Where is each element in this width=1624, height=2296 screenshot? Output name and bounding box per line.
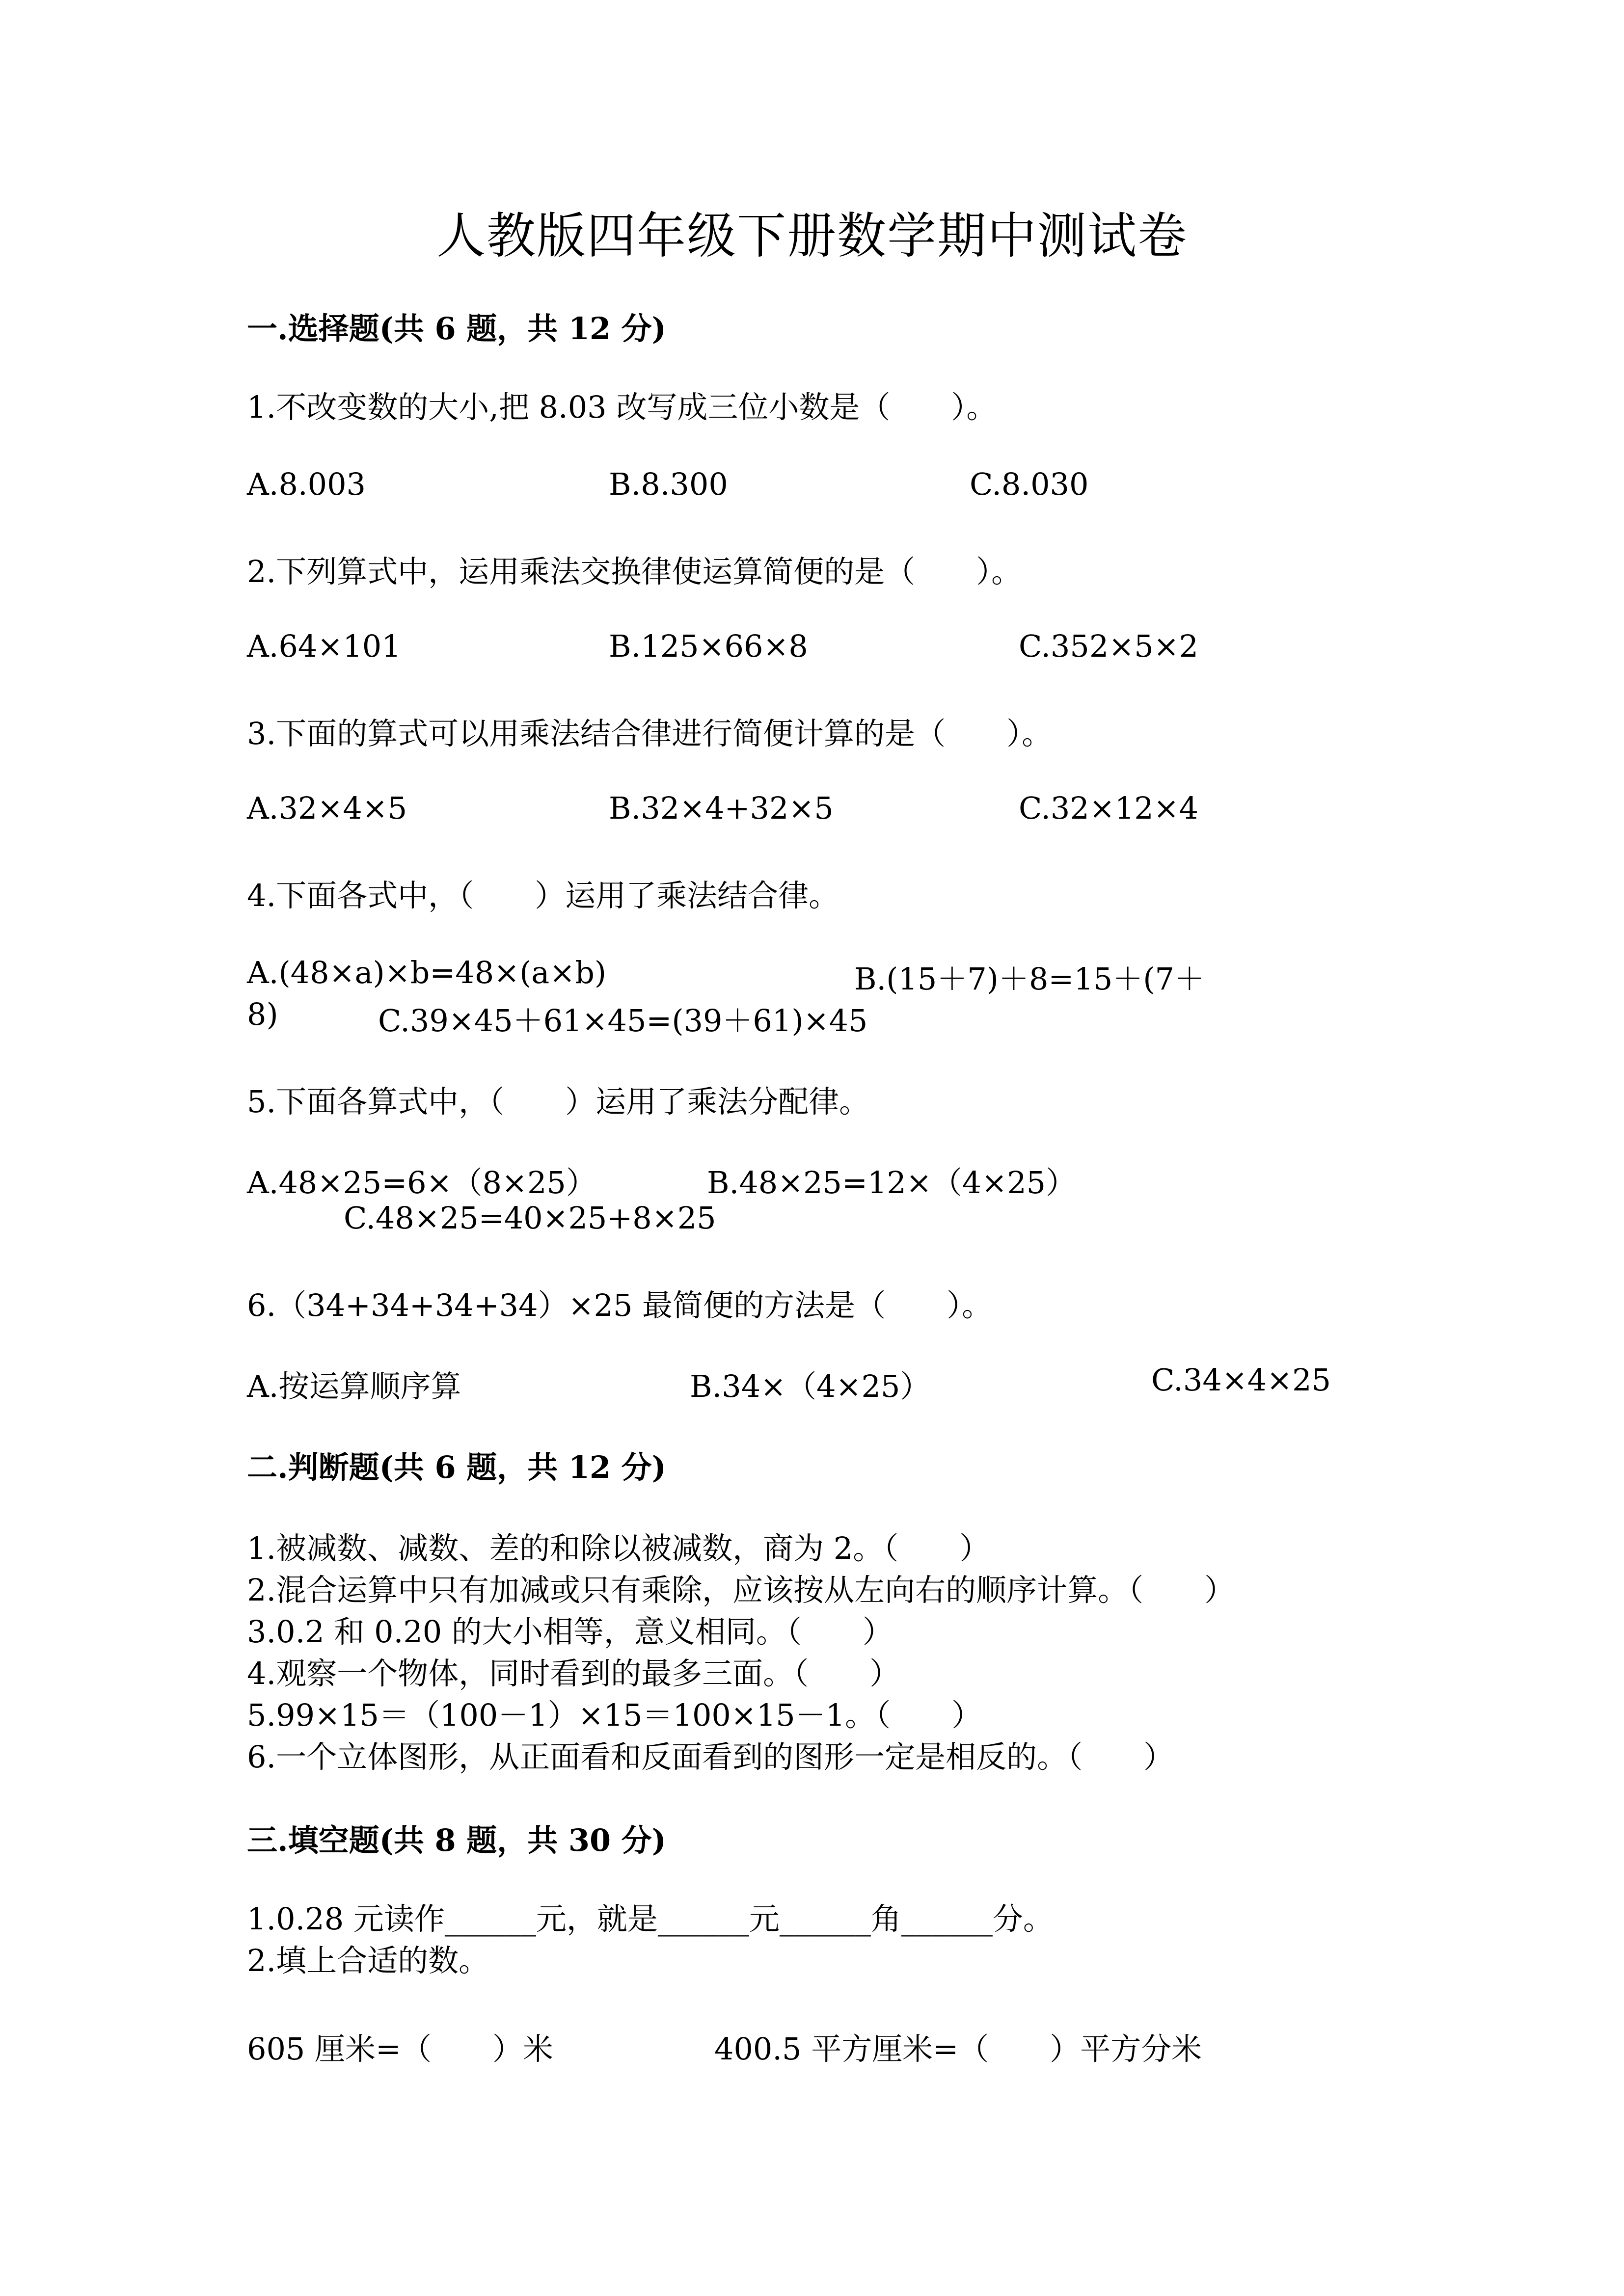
choice-q4-option-b-continued: 8) bbox=[247, 996, 278, 1032]
section-heading-fill-blank: 三.填空题(共 8 题，共 30 分) bbox=[247, 1822, 667, 1858]
choice-q2-option-a: A.64×101 bbox=[247, 628, 401, 664]
choice-q1-option-c: C.8.030 bbox=[970, 466, 1089, 502]
judgement-item-6: 6.一个立体图形，从正面看和反面看到的图形一定是相反的。（ ） bbox=[247, 1739, 1174, 1775]
choice-question-4: 4.下面各式中，（ ）运用了乘法结合律。 bbox=[247, 878, 839, 913]
choice-question-3: 3.下面的算式可以用乘法结合律进行简便计算的是（ ）。 bbox=[247, 716, 1053, 751]
choice-q1-option-a: A.8.003 bbox=[247, 466, 366, 502]
judgement-item-2: 2.混合运算中只有加减或只有乘除，应该按从左向右的顺序计算。（ ） bbox=[247, 1572, 1235, 1608]
choice-q5-option-b: B.48×25=12×（4×25） bbox=[707, 1165, 1077, 1201]
choice-q6-option-c: C.34×4×25 bbox=[1151, 1362, 1331, 1398]
choice-q3-option-b: B.32×4+32×5 bbox=[609, 790, 834, 826]
choice-question-5: 5.下面各算式中，（ ）运用了乘法分配律。 bbox=[247, 1084, 870, 1120]
section-heading-judgement: 二.判断题(共 6 题，共 12 分) bbox=[247, 1449, 667, 1485]
choice-q6-option-b: B.34×（4×25） bbox=[690, 1368, 931, 1404]
choice-q2-option-c: C.352×5×2 bbox=[1019, 628, 1199, 664]
choice-q4-option-b: B.(15＋7)＋8=15＋(7＋ bbox=[854, 961, 1205, 997]
choice-q4-option-a: A.(48×a)×b=48×(a×b) bbox=[247, 955, 607, 990]
choice-q3-option-a: A.32×4×5 bbox=[247, 790, 407, 826]
choice-q4-option-c: C.39×45＋61×45=(39＋61)×45 bbox=[378, 1003, 868, 1039]
choice-question-6: 6.（34+34+34+34）×25 最简便的方法是（ ）。 bbox=[247, 1287, 993, 1323]
judgement-item-1: 1.被减数、减数、差的和除以被减数，商为 2。（ ） bbox=[247, 1530, 990, 1566]
choice-q5-option-a: A.48×25=6×（8×25） bbox=[247, 1165, 596, 1201]
fill-item-2: 2.填上合适的数。 bbox=[247, 1943, 489, 1978]
fill-row-item-2: 400.5 平方厘米=（ ）平方分米 bbox=[714, 2031, 1202, 2067]
section-heading-choice: 一.选择题(共 6 题，共 12 分) bbox=[247, 311, 667, 347]
fill-row-item-1: 605 厘米=（ ）米 bbox=[247, 2031, 553, 2067]
choice-q6-option-a: A.按运算顺序算 bbox=[247, 1368, 461, 1404]
judgement-item-5: 5.99×15＝（100－1）×15＝100×15－1。（ ） bbox=[247, 1697, 982, 1733]
fill-item-1: 1.0.28 元读作______元，就是______元______角______分。 bbox=[247, 1901, 1054, 1937]
choice-q2-option-b: B.125×66×8 bbox=[609, 628, 808, 664]
choice-q3-option-c: C.32×12×4 bbox=[1019, 790, 1199, 826]
choice-q1-option-b: B.8.300 bbox=[609, 466, 728, 502]
choice-question-2: 2.下列算式中，运用乘法交换律使运算简便的是（ ）。 bbox=[247, 554, 1022, 589]
judgement-item-4: 4.观察一个物体，同时看到的最多三面。（ ） bbox=[247, 1655, 900, 1691]
choice-question-1: 1.不改变数的大小,把 8.03 改写成三位小数是（ ）。 bbox=[247, 389, 997, 425]
judgement-item-3: 3.0.2 和 0.20 的大小相等，意义相同。（ ） bbox=[247, 1614, 893, 1650]
page-title: 人教版四年级下册数学期中测试卷 bbox=[436, 207, 1188, 265]
choice-q5-option-c: C.48×25=40×25+8×25 bbox=[344, 1200, 716, 1236]
